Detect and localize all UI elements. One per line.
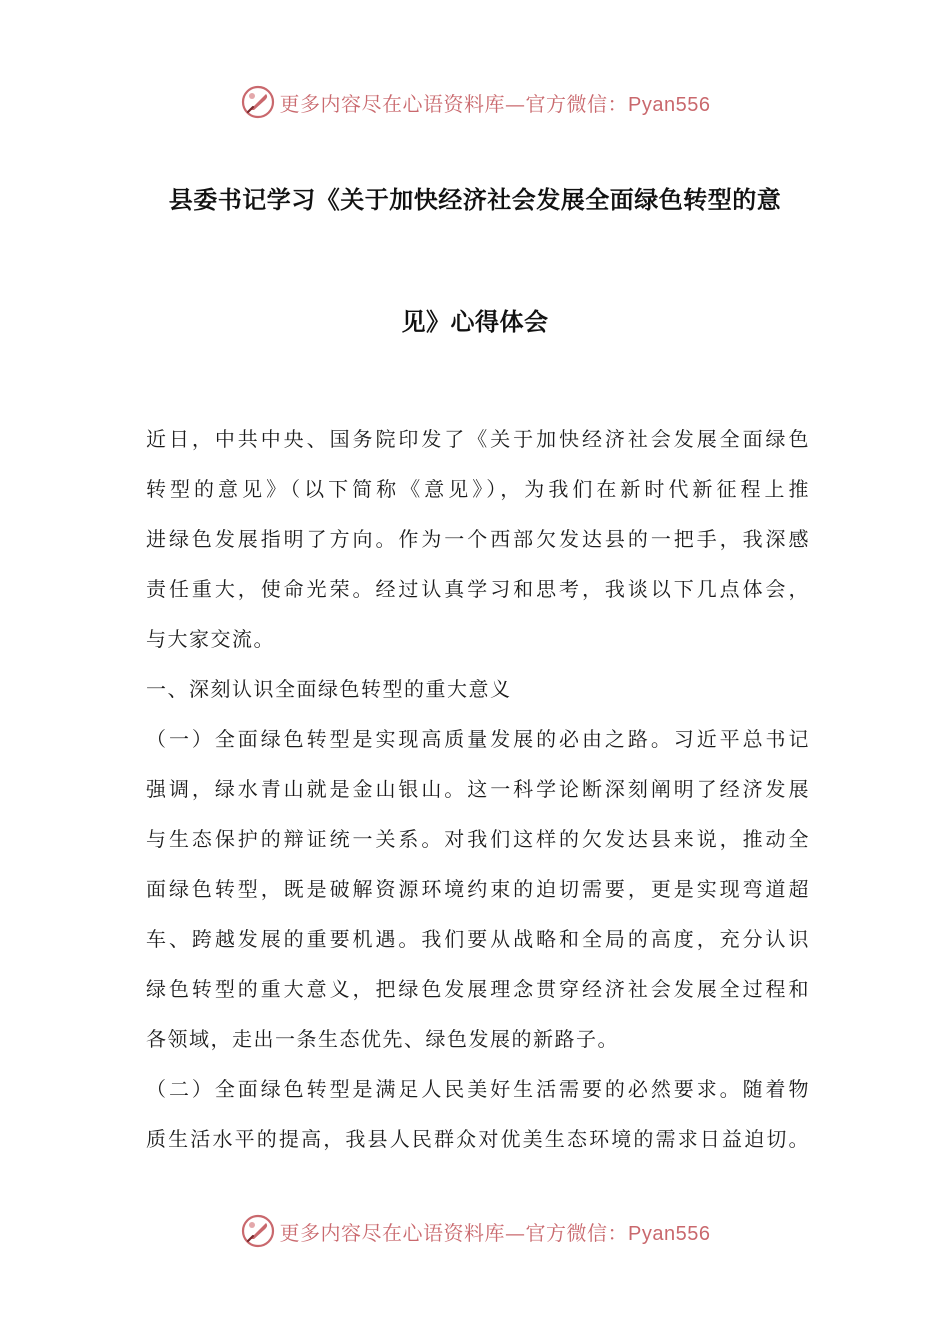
- body-line: 质生活水平的提高，我县人民群众对优美生态环境的需求日益迫切。: [146, 1127, 810, 1151]
- body-line: 与生态保护的辩证统一关系。对我们这样的欠发达县来说，推动全: [146, 827, 810, 851]
- watermark-text: 更多内容尽在心语资料库—官方微信：Pyan556: [279, 91, 711, 116]
- section-heading: 一、深刻认识全面绿色转型的重大意义: [146, 677, 512, 701]
- body-line: 责任重大，使命光荣。经过认真学习和思考，我谈以下几点体会，: [146, 577, 810, 601]
- body-line: 面绿色转型，既是破解资源环境约束的迫切需要，更是实现弯道超: [146, 877, 810, 901]
- document-title-line-1: 县委书记学习《关于加快经济社会发展全面绿色转型的意: [168, 186, 782, 214]
- body-line: 进绿色发展指明了方向。作为一个西部欠发达县的一把手，我深感: [146, 527, 810, 551]
- body-line: （一）全面绿色转型是实现高质量发展的必由之路。习近平总书记: [146, 727, 810, 751]
- quill-logo-icon: [240, 84, 276, 120]
- body-line: （二）全面绿色转型是满足人民美好生活需要的必然要求。随着物: [146, 1077, 810, 1101]
- body-line: 近日，中共中央、国务院印发了《关于加快经济社会发展全面绿色: [146, 427, 810, 451]
- quill-logo-icon: [240, 1213, 276, 1249]
- body-line: 转型的意见》（以下简称《意见》），为我们在新时代新征程上推: [146, 477, 810, 501]
- body-line: 强调，绿水青山就是金山银山。这一科学论断深刻阐明了经济发展: [146, 777, 810, 801]
- watermark-text: 更多内容尽在心语资料库—官方微信：Pyan556: [279, 1220, 711, 1245]
- watermark-banner-bottom: [0, 1207, 950, 1255]
- body-line: 与大家交流。: [146, 627, 275, 651]
- body-line: 车、跨越发展的重要机遇。我们要从战略和全局的高度，充分认识: [146, 927, 810, 951]
- document-body: [146, 414, 810, 1164]
- document-title-line-2: 见》心得体会: [401, 308, 549, 336]
- watermark-banner-top: [0, 78, 950, 126]
- body-line: 绿色转型的重大意义，把绿色发展理念贯穿经济社会发展全过程和: [146, 977, 810, 1001]
- body-line: 各领域，走出一条生态优先、绿色发展的新路子。: [146, 1027, 619, 1051]
